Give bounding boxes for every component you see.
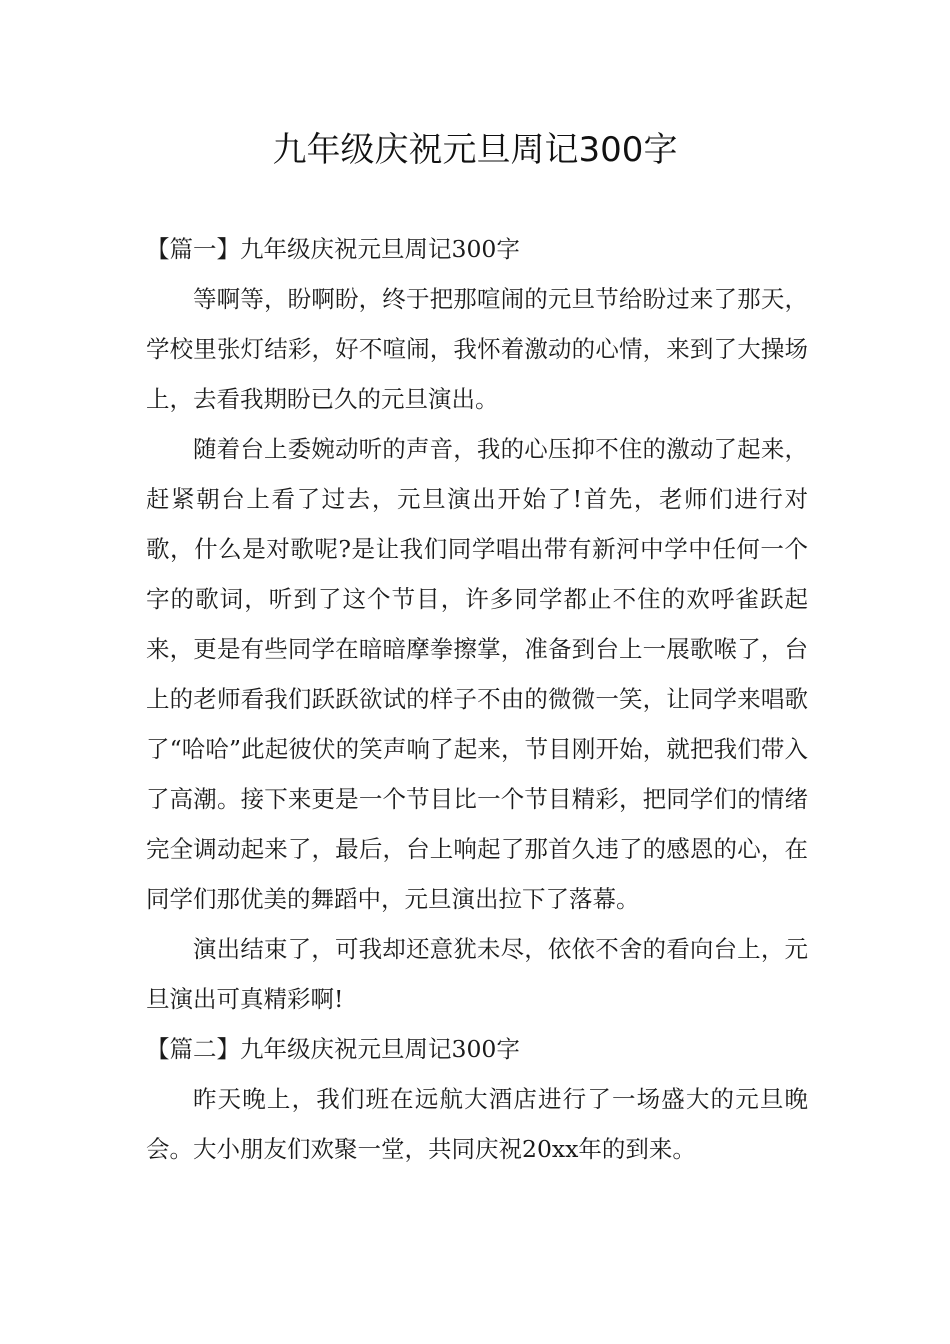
section-heading: 【篇一】九年级庆祝元旦周记300字 — [146, 235, 520, 263]
document-title: 九年级庆祝元旦周记300字 — [272, 130, 678, 170]
section-1 — [146, 224, 808, 1024]
paragraph: 随着台上委婉动听的声音，我的心压抑不住的激动了起来，赶紧朝台上看了过去，元旦演出开始了!首先，老师们进行对歌，什么是对歌呢?是让我们同学唱出带有新河中学中任何一个字的歌词，听到了这个节目，许多同学都止不住的欢呼雀跃起来，更是有些同学在暗暗摩拳擦掌，准备到台上一展歌喉了，台上的老师看我们跃跃欲试的样子不由的微微一笑，让同学来唱歌了“哈哈”此起彼伏的笑声响了起来，节目刚开始，就把我们带入了高潮。接下来更是一个节目比一个节目精彩，把同学们的情绪完全调动起来了，最后，台上响起了那首久违了的感恩的心，在同学们那优美的舞蹈中，元旦演出拉下了落幕。 — [146, 435, 808, 913]
paragraph: 昨天晚上，我们班在远航大酒店进行了一场盛大的元旦晚会。大小朋友们欢聚一堂，共同庆祝20xx年的到来。 — [146, 1085, 808, 1163]
section-heading: 【篇二】九年级庆祝元旦周记300字 — [146, 1035, 520, 1063]
paragraph: 等啊等，盼啊盼，终于把那喧闹的元旦节给盼过来了那天，学校里张灯结彩，好不喧闹，我怀着激动的心情，来到了大操场上，去看我期盼已久的元旦演出。 — [146, 285, 808, 413]
section-2 — [146, 1024, 808, 1174]
paragraph: 演出结束了，可我却还意犹未尽，依依不舍的看向台上，元旦演出可真精彩啊! — [146, 935, 808, 1013]
document-body — [146, 224, 808, 1174]
